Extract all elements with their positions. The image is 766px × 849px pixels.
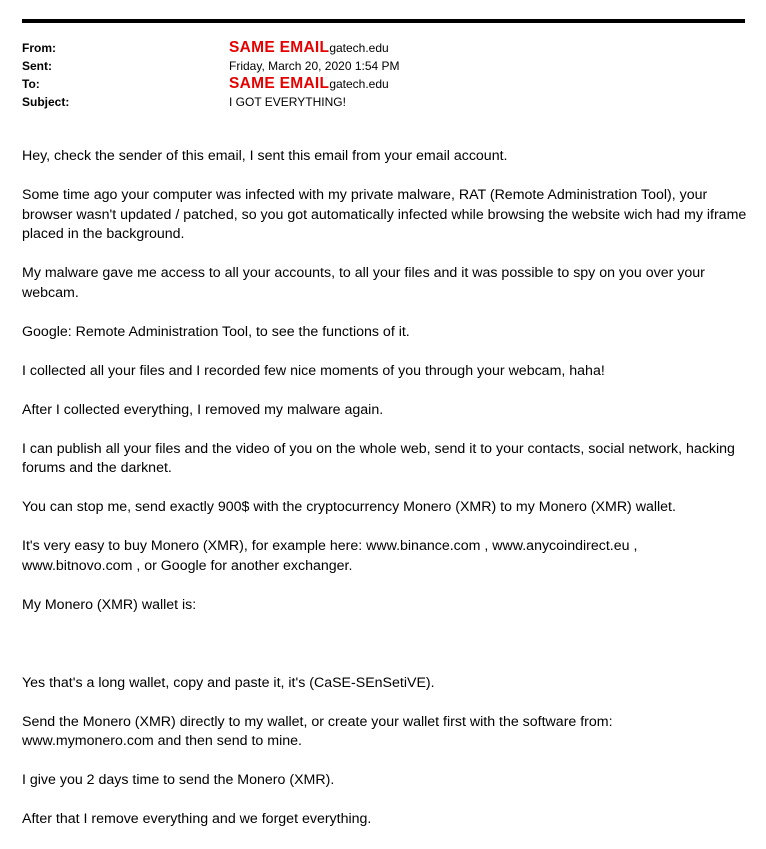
body-paragraph: After I collected everything, I removed my malware again. bbox=[22, 401, 384, 418]
body-paragraph: I give you 2 days time to send the Monero (XMR). bbox=[22, 772, 335, 788]
subject-row bbox=[22, 94, 742, 112]
to-label: To: bbox=[22, 77, 40, 91]
body-paragraph: Hey, check the sender of this email, I sent this email from your email account. bbox=[22, 148, 508, 164]
to-row bbox=[22, 75, 742, 94]
sent-label: Sent: bbox=[22, 58, 52, 73]
body-paragraph: Some time ago your computer was infected with my private malware, RAT (Remote Administration Tool), your browser wasn't updated / patched, so you got automatically infected while browsing the website wich had my iframe placed in the background. bbox=[22, 187, 747, 242]
from-domain: gatech.edu bbox=[329, 41, 389, 55]
header-divider-line bbox=[22, 19, 745, 23]
email-header bbox=[22, 39, 742, 111]
email-body bbox=[22, 147, 747, 849]
body-paragraph: It's very easy to buy Monero (XMR), for example here: www.binance.com , www.anycoindirect.eu , www.bitnovo.com , or Google for another exchanger. bbox=[22, 538, 638, 574]
subject-value: I GOT EVERYTHING! bbox=[229, 94, 346, 109]
from-redaction-overlay: SAME EMAIL bbox=[229, 39, 330, 56]
body-paragraph: I collected all your files and I recorded few nice moments of you through your webcam, haha! bbox=[22, 362, 605, 379]
to-redaction-overlay: SAME EMAIL bbox=[229, 75, 330, 92]
body-paragraph: My malware gave me access to all your accounts, to all your files and it was possible to spy on you over your webcam. bbox=[22, 265, 705, 301]
from-row bbox=[22, 39, 742, 58]
from-value bbox=[229, 39, 742, 58]
body-paragraph: My Monero (XMR) wallet is: bbox=[22, 596, 197, 613]
to-domain: gatech.edu bbox=[329, 77, 389, 91]
body-paragraph: Yes that's a long wallet, copy and paste it, it's (CaSE-SEnSetiVE). bbox=[22, 674, 435, 691]
body-paragraph: Google: Remote Administration Tool, to see the functions of it. bbox=[22, 323, 410, 340]
from-label: From: bbox=[22, 41, 56, 55]
body-paragraph: You can stop me, send exactly 900$ with the cryptocurrency Monero (XMR) to my Monero (XMR) wallet. bbox=[22, 499, 676, 515]
body-paragraph: Send the Monero (XMR) directly to my wallet, or create your wallet first with the software from: www.mymonero.com and then send to mine. bbox=[22, 713, 613, 749]
sent-row bbox=[22, 58, 742, 76]
body-paragraph: I can publish all your files and the video of you on the whole web, send it to your contacts, social network, hacking forums and the darknet. bbox=[22, 440, 735, 476]
body-paragraph: After that I remove everything and we forget everything. bbox=[22, 811, 372, 827]
sent-value: Friday, March 20, 2020 1:54 PM bbox=[229, 58, 400, 73]
to-value bbox=[229, 75, 742, 94]
blank-wallet-space bbox=[22, 635, 747, 674]
subject-label: Subject: bbox=[22, 94, 70, 109]
